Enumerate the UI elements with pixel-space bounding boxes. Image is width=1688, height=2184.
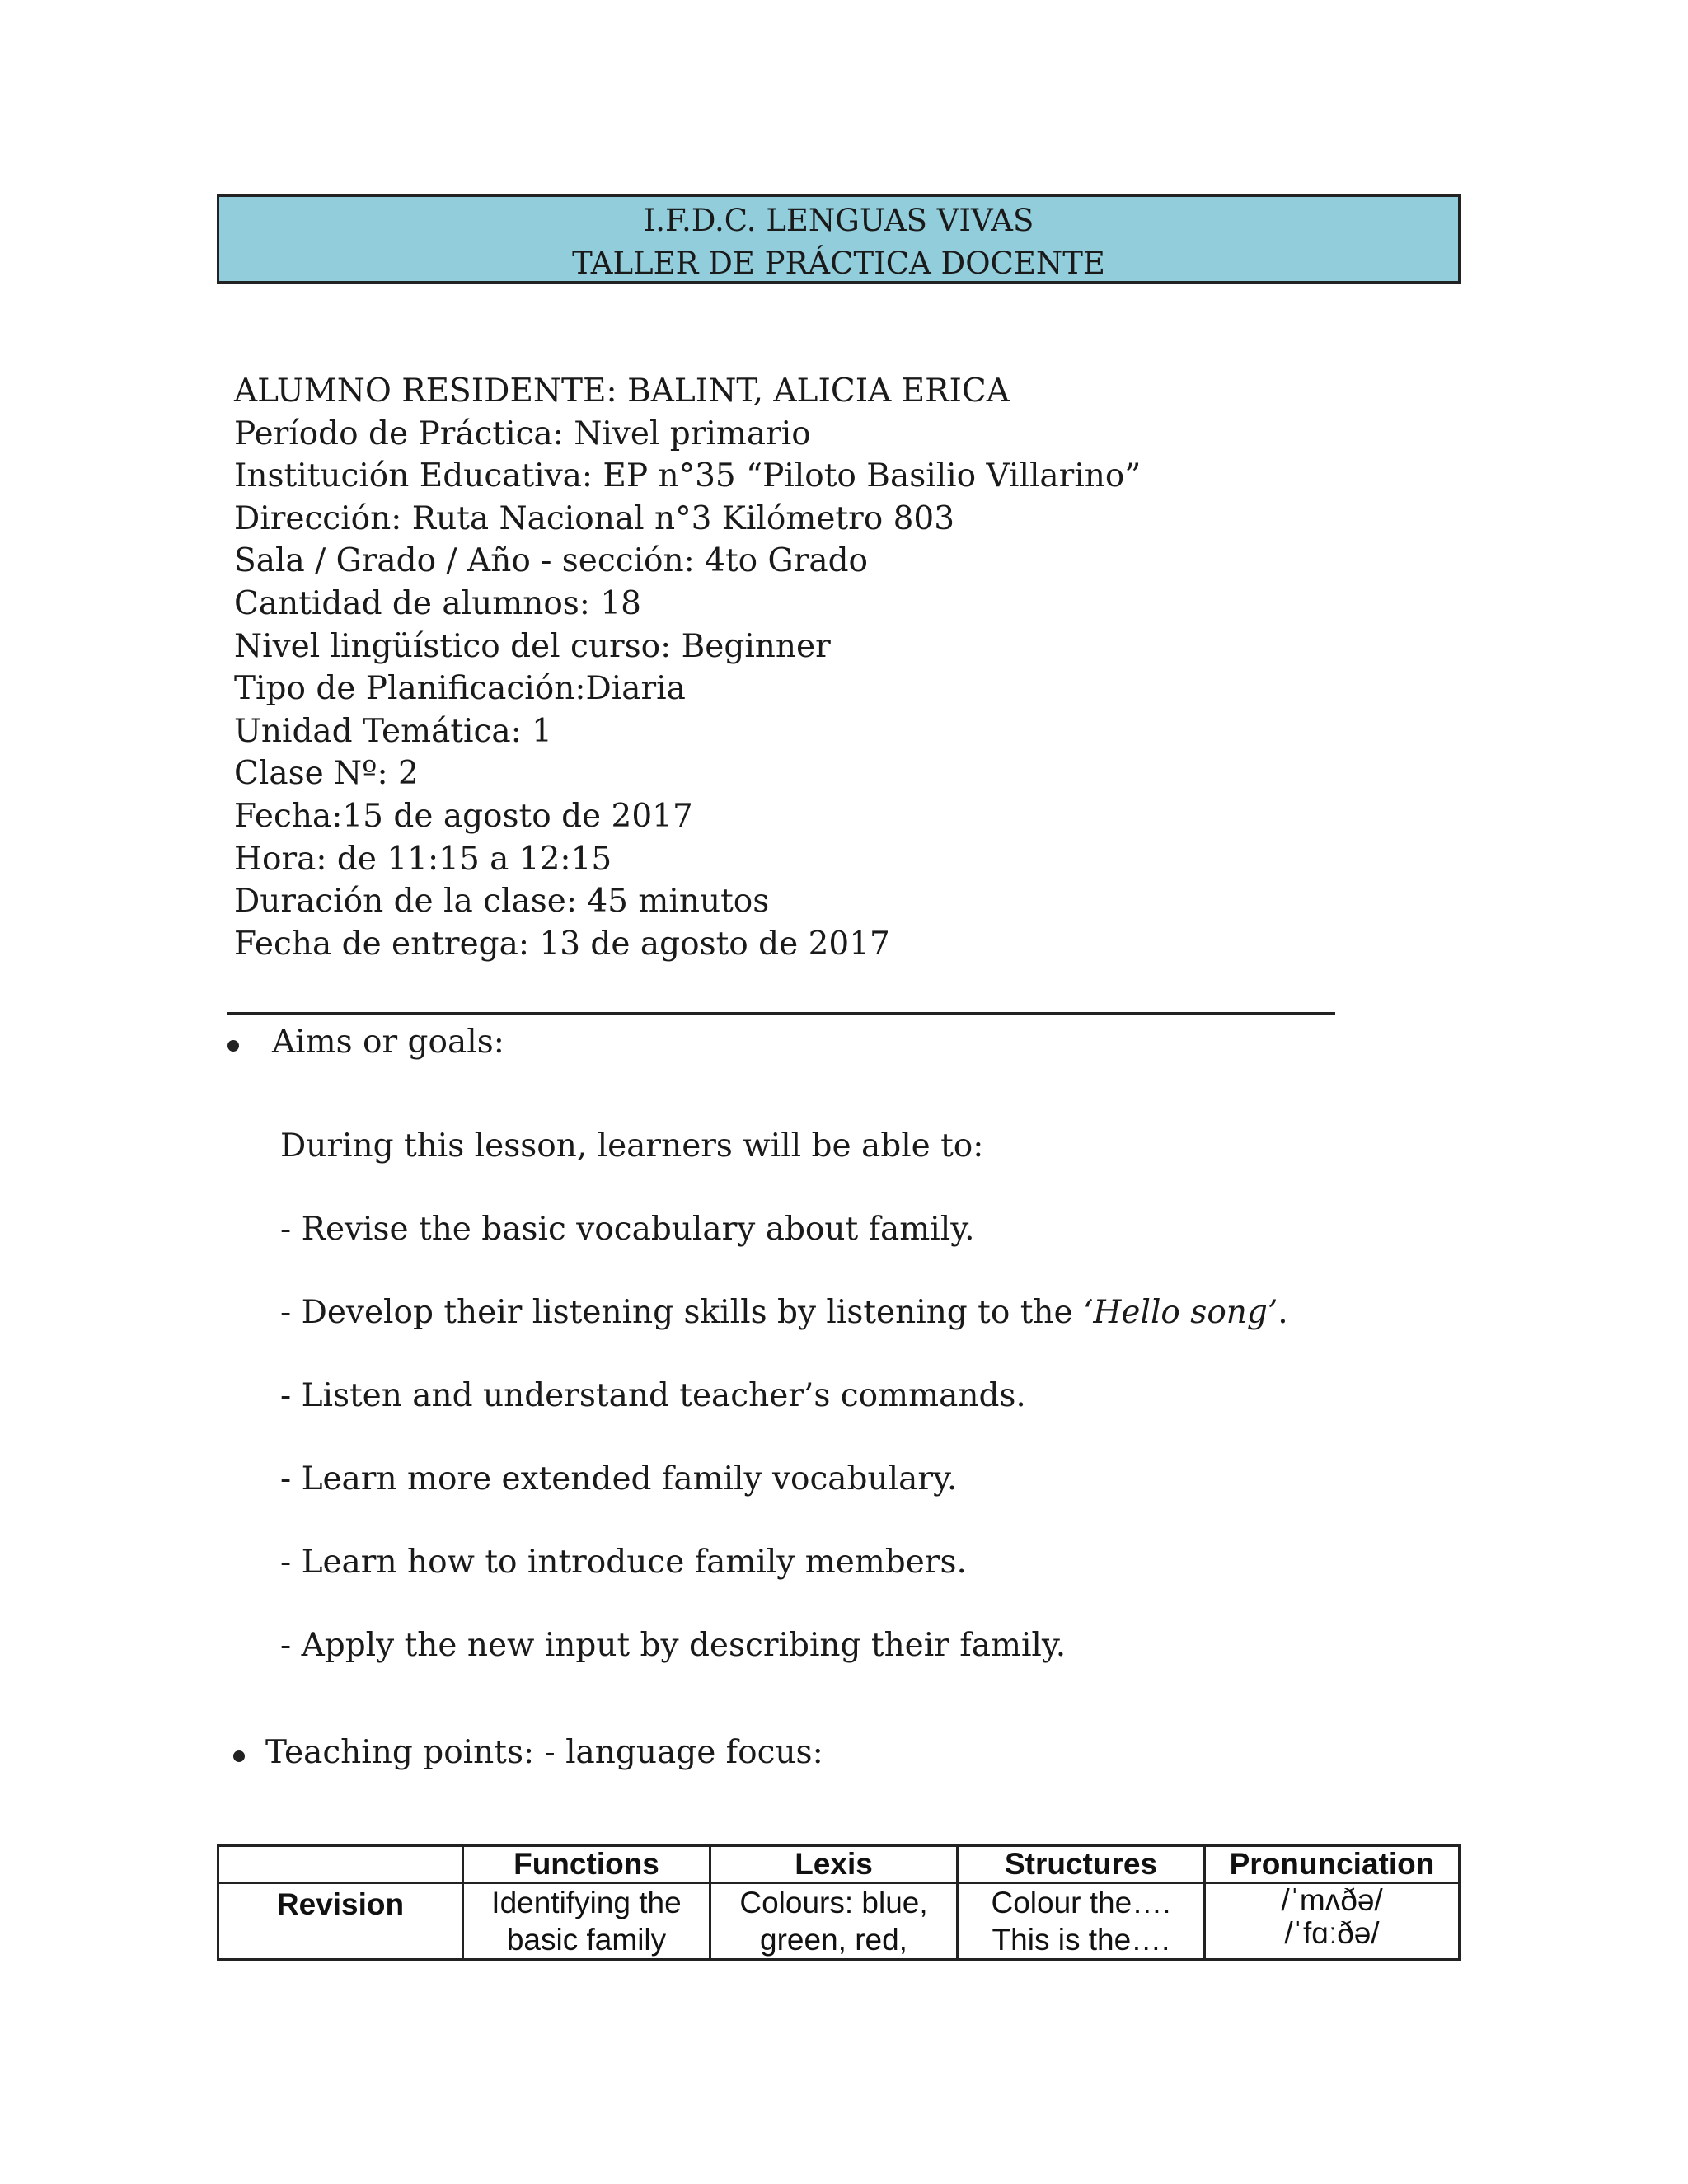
- info-line: Cantidad de alumnos: 18: [234, 584, 641, 622]
- info-line: Nivel lingüístico del curso: Beginner: [234, 627, 831, 665]
- bullet-icon: [227, 1040, 239, 1052]
- language-focus-table: [217, 1844, 1461, 1961]
- table-cell: [1205, 1883, 1460, 1960]
- table-row: [218, 1883, 1460, 1960]
- cell-line: Colours: blue,: [739, 1886, 928, 1919]
- table-cell: [463, 1883, 710, 1960]
- aim-item-end: .: [1278, 1294, 1288, 1331]
- aims-list: [280, 1104, 1288, 1687]
- info-line: ALUMNO RESIDENTE: BALINT, ALICIA ERICA: [234, 373, 1010, 410]
- aim-item: - Learn how to introduce family members.: [280, 1544, 967, 1581]
- info-line: Hora: de 11:15 a 12:15: [234, 840, 612, 878]
- aim-item: [280, 1271, 1288, 1354]
- aim-item-text: - Develop their listening skills by listening to the: [280, 1294, 1083, 1331]
- table-header-cell: [218, 1846, 463, 1883]
- info-line: Duración de la clase: 45 minutos: [234, 883, 770, 921]
- info-line: Unidad Temática: 1: [234, 712, 552, 750]
- info-line: Tipo de Planificación:Diaria: [234, 670, 686, 708]
- table-header-cell: Lexis: [710, 1846, 958, 1883]
- cell-line: green, red,: [760, 1923, 907, 1957]
- table-header-row: [218, 1846, 1460, 1883]
- aims-intro: During this lesson, learners will be able to:: [280, 1127, 984, 1165]
- table-header-cell: Functions: [463, 1846, 710, 1883]
- cell-line: Colour the….: [991, 1886, 1171, 1919]
- workshop-title: TALLER DE PRÁCTICA DOCENTE: [572, 246, 1105, 281]
- cell-line: basic family: [506, 1923, 667, 1957]
- table-header-cell: Structures: [958, 1846, 1205, 1883]
- document-header: [217, 194, 1461, 284]
- aim-item: - Apply the new input by describing their family.: [280, 1627, 1067, 1664]
- cell-line: Identifying the: [491, 1886, 682, 1919]
- info-line: Período de Práctica: Nivel primario: [234, 415, 811, 452]
- info-line: Fecha:15 de agosto de 2017: [234, 797, 693, 835]
- institution-title: I.F.D.C. LENGUAS VIVAS: [643, 203, 1034, 238]
- aim-item: - Revise the basic vocabulary about family.: [280, 1211, 975, 1248]
- cell-line: This is the….: [992, 1923, 1170, 1957]
- student-info: [234, 370, 1141, 965]
- aim-item: - Listen and understand teacher’s commands.: [280, 1377, 1026, 1414]
- aims-heading: Aims or goals:: [272, 1024, 504, 1061]
- info-line: Sala / Grado / Año - sección: 4to Grado: [234, 542, 869, 580]
- song-title: ‘Hello song’: [1083, 1294, 1278, 1331]
- info-line: Clase Nº: 2: [234, 755, 419, 793]
- table-cell: [710, 1883, 958, 1960]
- table-cell: [958, 1883, 1205, 1960]
- row-label: Revision: [218, 1883, 463, 1960]
- info-line: Dirección: Ruta Nacional n°3 Kilómetro 803: [234, 499, 955, 537]
- bullet-icon: [233, 1750, 245, 1762]
- info-line: Institución Educativa: EP n°35 “Piloto Basilio Villarino”: [234, 457, 1142, 495]
- section-divider: [227, 1012, 1335, 1015]
- table-header-cell: Pronunciation: [1205, 1846, 1460, 1883]
- cell-line: /ˈfɑːðə/: [1284, 1916, 1380, 1950]
- aim-item: - Learn more extended family vocabulary.: [280, 1460, 958, 1497]
- teaching-points-heading: Teaching points: - language focus:: [265, 1734, 823, 1771]
- cell-line: /ˈmʌðə/: [1281, 1883, 1383, 1917]
- info-line: Fecha de entrega: 13 de agosto de 2017: [234, 925, 890, 963]
